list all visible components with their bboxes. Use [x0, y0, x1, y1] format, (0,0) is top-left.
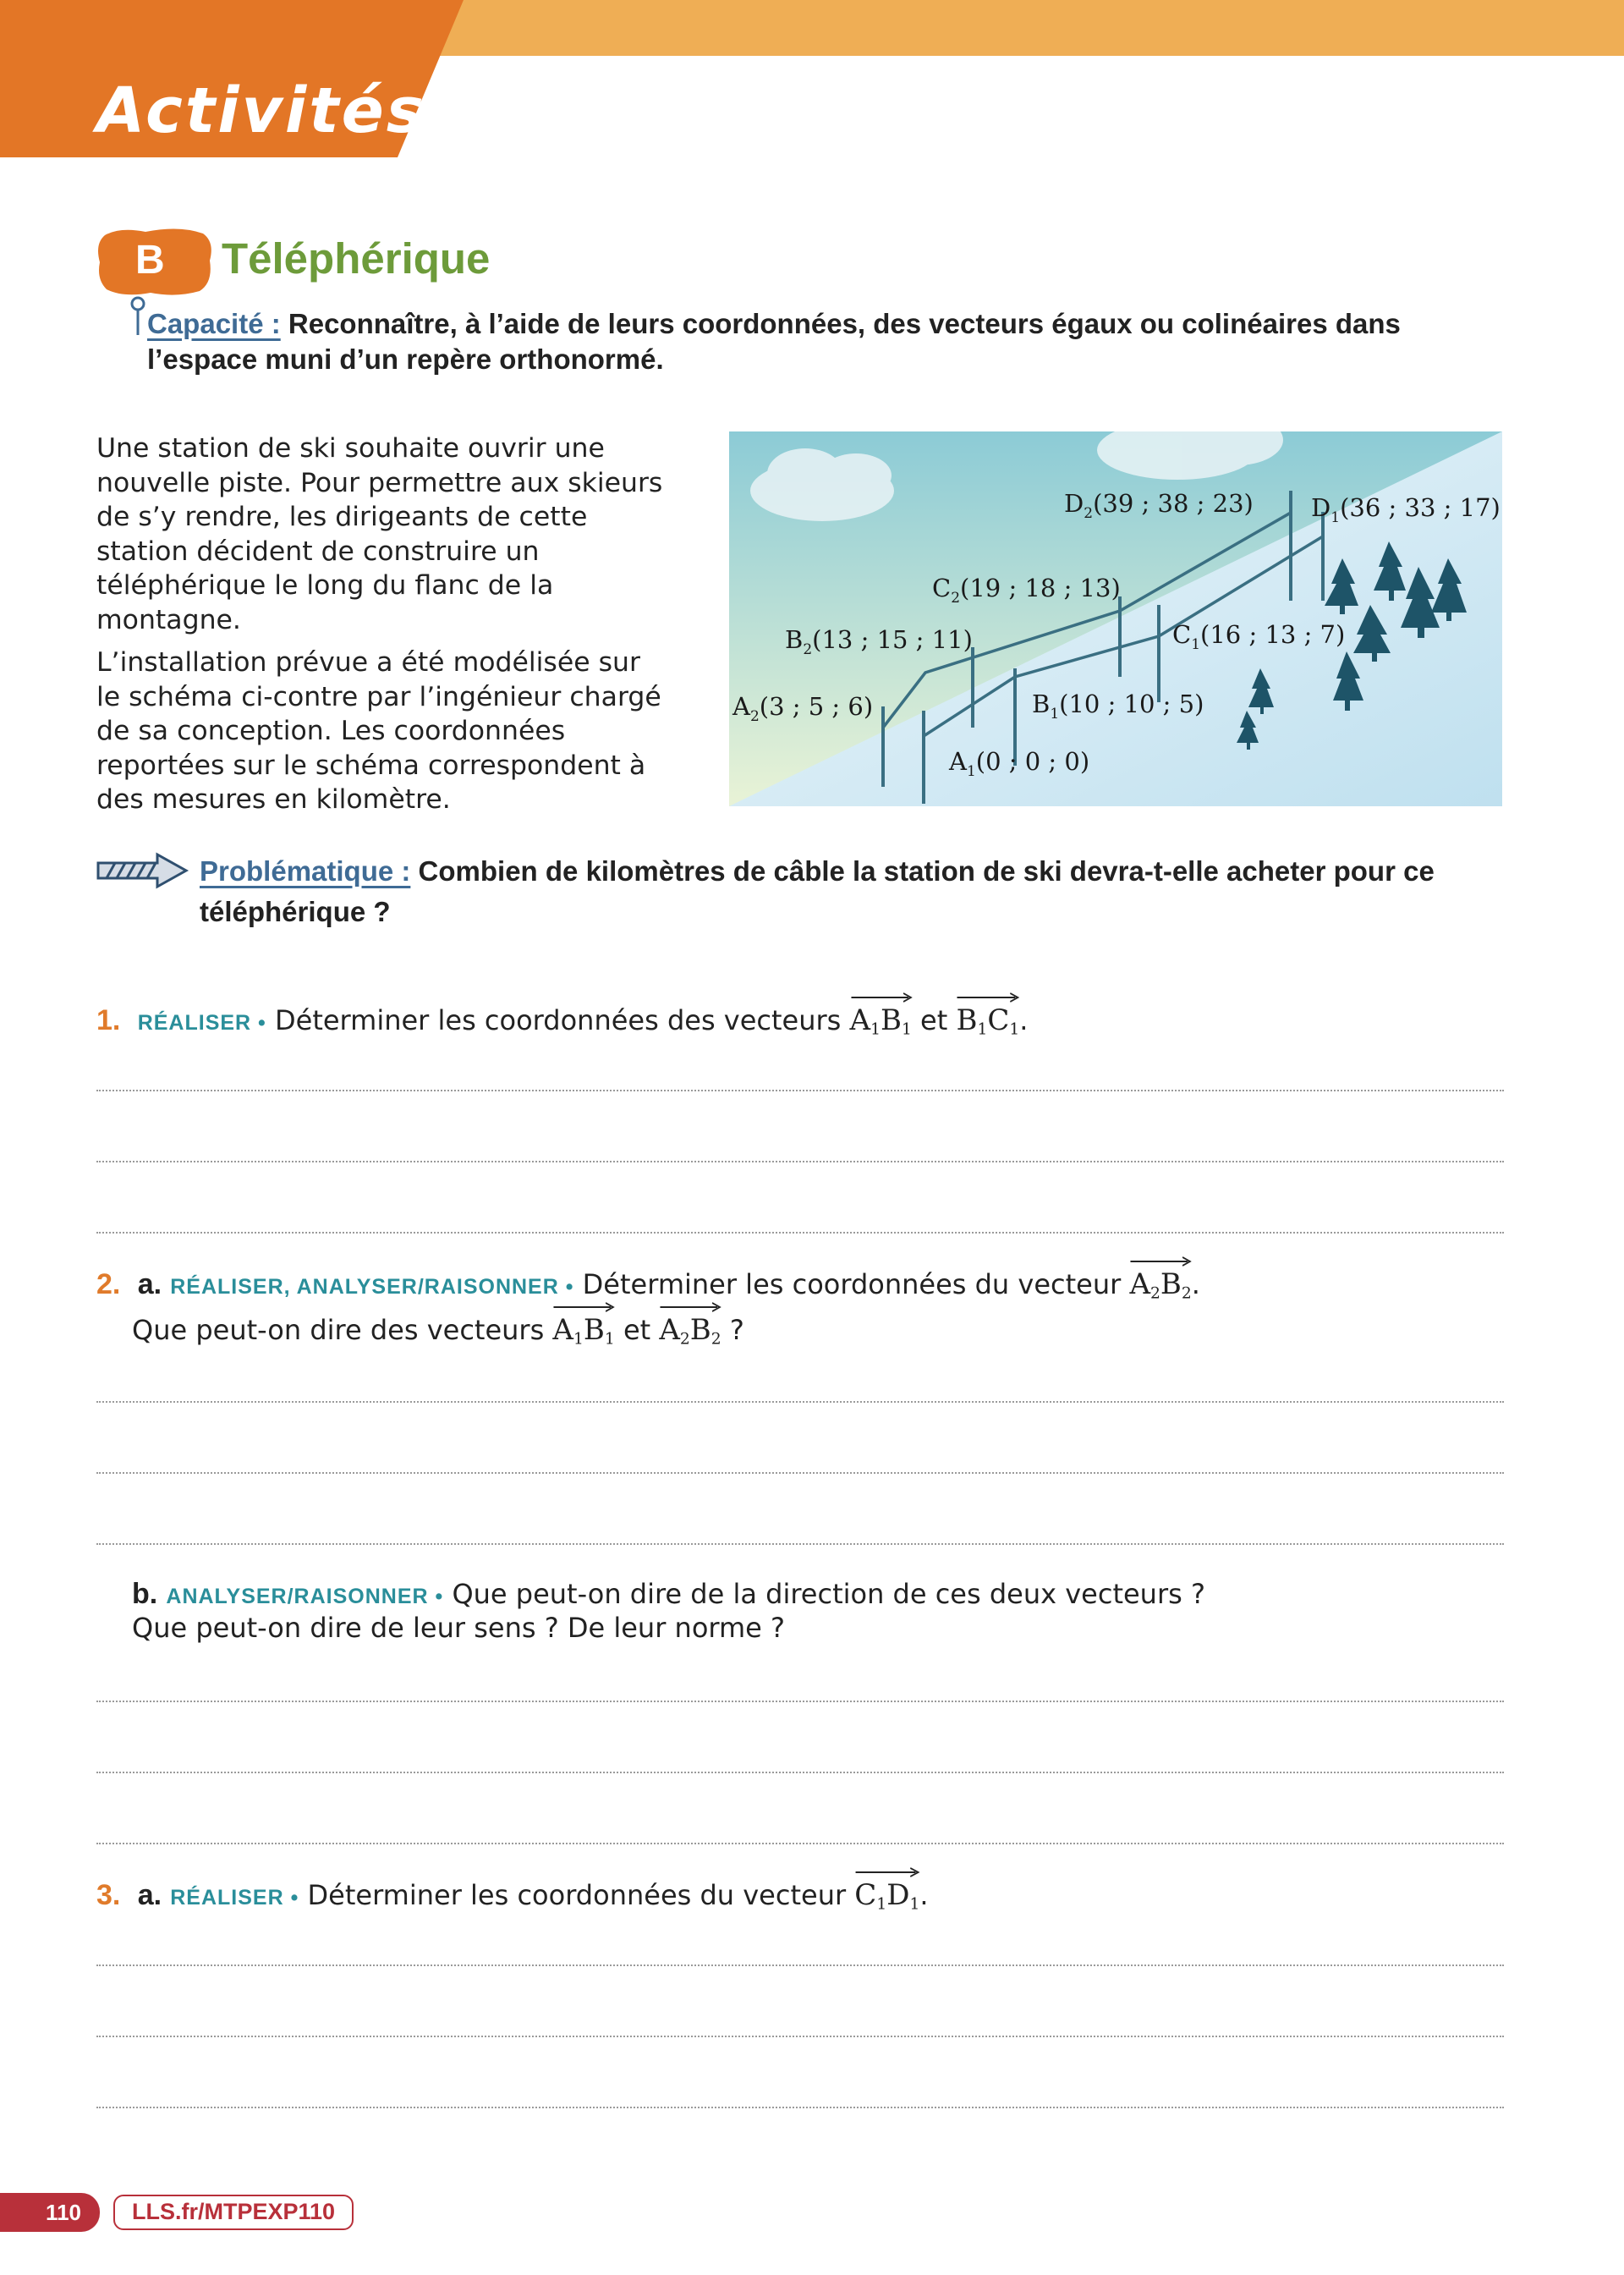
question-text: Déterminer les coordonnées du vecteur: [307, 1879, 847, 1911]
question-1: 1. RÉALISER • Déterminer les coordonnées des vecteurs $A_1B_1$ et $B_1C_1$.: [96, 997, 1028, 1052]
answer-line[interactable]: [96, 1401, 1504, 1403]
vector-b1c1: $B_1C_1$: [956, 997, 1019, 1052]
intro-paragraph-2: L’installation prévue a été modélisée sur le schéma ci-contre par l’ingénieur chargé de sa conception. Les coordonnées reportées sur le schéma correspondent à des mesures en kilomètre.: [96, 647, 661, 815]
answer-line[interactable]: [96, 1701, 1504, 1702]
question-2b-line2: Que peut-on dire de leur sens ? De leur norme ?: [132, 1612, 785, 1644]
skill-tag: RÉALISER •: [170, 1886, 299, 1910]
answer-line[interactable]: [96, 1772, 1504, 1773]
answer-line[interactable]: [96, 2107, 1504, 2108]
pin-icon: [129, 296, 147, 337]
vector-a1b1: $A_1B_1$: [552, 1306, 614, 1362]
vector-c1d1: $C_1D_1$: [854, 1871, 919, 1927]
page-title: Activités: [96, 74, 426, 147]
label-a2: $A_2(3$ ; 5 ; 6): [732, 692, 874, 725]
problem-label: Problématique :: [200, 855, 411, 887]
skill-tag: ANALYSER/RAISONNER •: [166, 1585, 444, 1608]
question-text: Déterminer les coordonnées du vecteur: [582, 1268, 1122, 1300]
question-letter: a.: [137, 1268, 162, 1300]
question-text: Déterminer les coordonnées des vecteurs: [274, 1004, 842, 1036]
question-3a: 3. a. RÉALISER • Déterminer les coordonnées du vecteur $C_1D_1$.: [96, 1871, 929, 1927]
section-letter: B: [135, 238, 165, 283]
resource-link[interactable]: LLS.fr/MTPEXP110: [113, 2195, 354, 2230]
answer-line[interactable]: [96, 1843, 1504, 1844]
cable-car-figure: [729, 431, 1502, 806]
label-b2: $B_2(13$ ; 15 ; 11): [785, 625, 973, 658]
question-letter: b.: [132, 1578, 158, 1610]
label-a1: $A_1(0$ ; 0 ; 0): [949, 747, 1090, 780]
page-number: 110: [0, 2193, 100, 2232]
intro-paragraph-1: Une station de ski souhaite ouvrir une nouvelle piste. Pour permettre aux skieurs de s’y rendre, les dirigeants de cette station décident de construire un téléphérique le long du flanc de la montagne.: [96, 433, 663, 635]
capacity: [147, 306, 1517, 377]
label-d2: $D_2(39$ ; 38 ; 23): [1064, 489, 1254, 522]
intro-text: [96, 431, 672, 817]
answer-line[interactable]: [96, 1090, 1504, 1091]
label-c2: $C_2(19$ ; 18 ; 13): [932, 574, 1121, 607]
answer-line[interactable]: [96, 1232, 1504, 1234]
question-letter: a.: [137, 1879, 162, 1911]
answer-line[interactable]: [96, 1472, 1504, 1474]
skill-tag: RÉALISER •: [137, 1011, 266, 1035]
answer-line[interactable]: [96, 1543, 1504, 1545]
skill-tag: RÉALISER, ANALYSER/RAISONNER •: [170, 1275, 574, 1299]
question-number: 3.: [96, 1879, 121, 1911]
question-text: Que peut-on dire de la direction de ces deux vecteurs ?: [452, 1578, 1205, 1610]
capacity-label: Capacité :: [147, 308, 281, 339]
capacity-text: Reconnaître, à l’aide de leurs coordonnées, des vecteurs égaux ou colinéaires dans l’espace muni d’un repère orthonormé.: [147, 308, 1401, 375]
label-c1: $C_1(16$ ; 13 ; 7): [1172, 620, 1346, 653]
vector-a2b2: $A_2B_2$: [1129, 1261, 1191, 1316]
question-2a: 2. a. RÉALISER, ANALYSER/RAISONNER • Déterminer les coordonnées du vecteur $A_2B_2$.: [96, 1261, 1200, 1316]
question-number: 1.: [96, 1004, 121, 1036]
answer-line[interactable]: [96, 1965, 1504, 1966]
problem-text: Combien de kilomètres de câble la station de ski devra-t-elle acheter pour ce téléphérique ?: [200, 855, 1435, 927]
arrow-icon: [95, 851, 189, 890]
question-2a-line2: Que peut-on dire des vecteurs $A_1B_1$ et $A_2B_2$ ?: [132, 1306, 744, 1362]
answer-line[interactable]: [96, 1161, 1504, 1162]
label-b1: $B_1(10$ ; 10 ; 5): [1032, 690, 1204, 723]
question-number: 2.: [96, 1268, 121, 1300]
label-d1: $D_1(36$ ; 33 ; 17): [1311, 493, 1501, 526]
vector-a2b2: $A_2B_2$: [659, 1306, 721, 1362]
answer-line[interactable]: [96, 2036, 1504, 2037]
section-title: Téléphérique: [222, 234, 491, 283]
vector-a1b1: $A_1B_1$: [850, 997, 912, 1052]
problem: [200, 851, 1519, 932]
